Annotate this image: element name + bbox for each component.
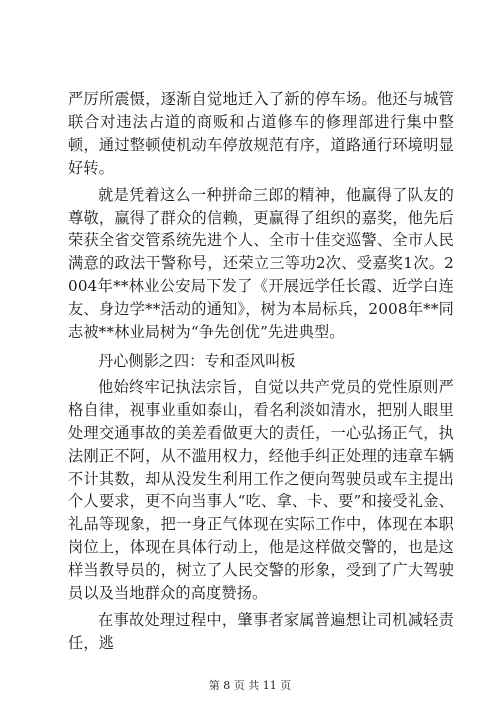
paragraph-accident-handling: 在事故处理过程中，肇事者家属普遍想让司机减轻责任，逃 — [68, 610, 454, 652]
section-heading: 丹心侧影之四：专和歪风叫板 — [98, 351, 296, 370]
document-body — [68, 88, 454, 655]
page-footer: 第 8 页 共 11 页 — [208, 679, 292, 692]
paragraph-honors: 就是凭着这么一种拼命三郎的精神，他赢得了队友的尊敬，赢得了群众的信赖，更赢得了组织的嘉奖，他先后荣获全省交管系统先进个人、全市十佳交巡警、全市人民满意的政法干警称号，还荣立三等功2次、受嘉奖1次。2004年**林业公安局下发了《开展远学任长霞、近学白连友、身边学**活动的通知》，树为本局标兵，2008年**同志被**林业局树为“争先创优”先进典型。 — [68, 185, 454, 342]
paragraph-integrity: 他始终牢记执法宗旨，自觉以共产党员的党性原则严格自律，视事业重如泰山，看名利淡如清水，把别人眼里处理交通事故的美差看做更大的责任，一心弘扬正气，执法刚正不阿，从不滥用权力，经他手纠正处理的违章车辆不计其数，却从没发生利用工作之便向驾驶员或车主提出个人要求，更不向当事人“吃、拿、卡、要”和接受礼金、礼品等现象，把一身正气体现在实际工作中，体现在本职岗位上，体现在具体行动上，他是这样做交警的，也是这样当教导员的，树立了人民交警的形象，受到了广大驾驶员以及当地群众的高度赞扬。 — [68, 377, 454, 603]
paragraph-continuation: 严厉所震慑，逐渐自觉地迁入了新的停车场。他还与城管联合对违法占道的商贩和占道修车的修理部进行集中整顿，通过整顿使机动车停放规范有序，道路通行环境明显好转。 — [68, 90, 454, 177]
